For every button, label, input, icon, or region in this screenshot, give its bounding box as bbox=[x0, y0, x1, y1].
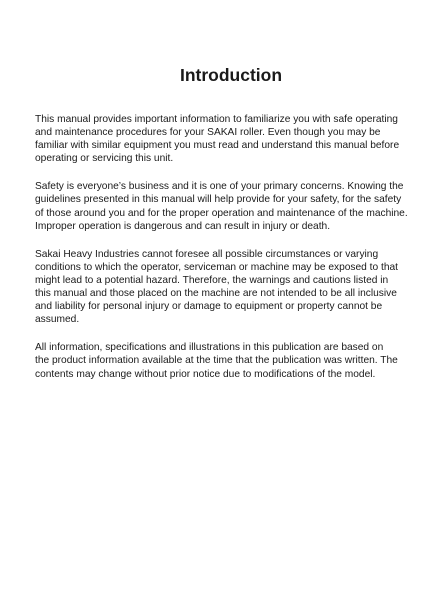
text-line: familiar with similar equipment you must read and understand this manual before bbox=[35, 140, 400, 152]
text-line: contents may change without prior notice due to modifications of the model. bbox=[35, 368, 376, 380]
text-line: might lead to a potential hazard. Therefore, the warnings and cautions listed in bbox=[35, 274, 389, 286]
document-body bbox=[35, 113, 433, 396]
text-line: Improper operation is dangerous and can result in injury or death. bbox=[35, 220, 331, 232]
text-line: this manual and those placed on the machine are not intended to be all inclusive bbox=[35, 288, 397, 300]
text-line: assumed. bbox=[35, 314, 80, 326]
text-line: of those around you and for the proper operation and maintenance of the machine. bbox=[35, 207, 408, 219]
text-line: and maintenance procedures for your SAKAI roller. Even though you may be bbox=[35, 127, 381, 139]
text-line: conditions to which the operator, serviceman or machine may be exposed to that bbox=[35, 261, 398, 273]
paragraph-purpose bbox=[35, 113, 433, 165]
text-line: Safety is everyone’s business and it is one of your primary concerns. Knowing the bbox=[35, 181, 404, 193]
text-line: the product information available at the time that the publication was written. The bbox=[35, 355, 398, 367]
text-line: operating or servicing this unit. bbox=[35, 153, 174, 165]
text-line: All information, specifications and illustrations in this publication are based on bbox=[35, 342, 384, 354]
text-line: Sakai Heavy Industries cannot foresee all possible circumstances or varying bbox=[35, 248, 379, 260]
text-line: This manual provides important information to familiarize you with safe operating bbox=[35, 114, 398, 125]
page-title: Introduction bbox=[179, 65, 283, 85]
paragraph-liability bbox=[35, 248, 433, 327]
text-line: guidelines presented in this manual will help provide for your safety, for the safety bbox=[35, 194, 402, 206]
paragraph-information bbox=[35, 341, 433, 380]
text-line: and liability for personal injury or damage to equipment or property cannot be bbox=[35, 301, 383, 313]
paragraph-safety bbox=[35, 180, 433, 232]
